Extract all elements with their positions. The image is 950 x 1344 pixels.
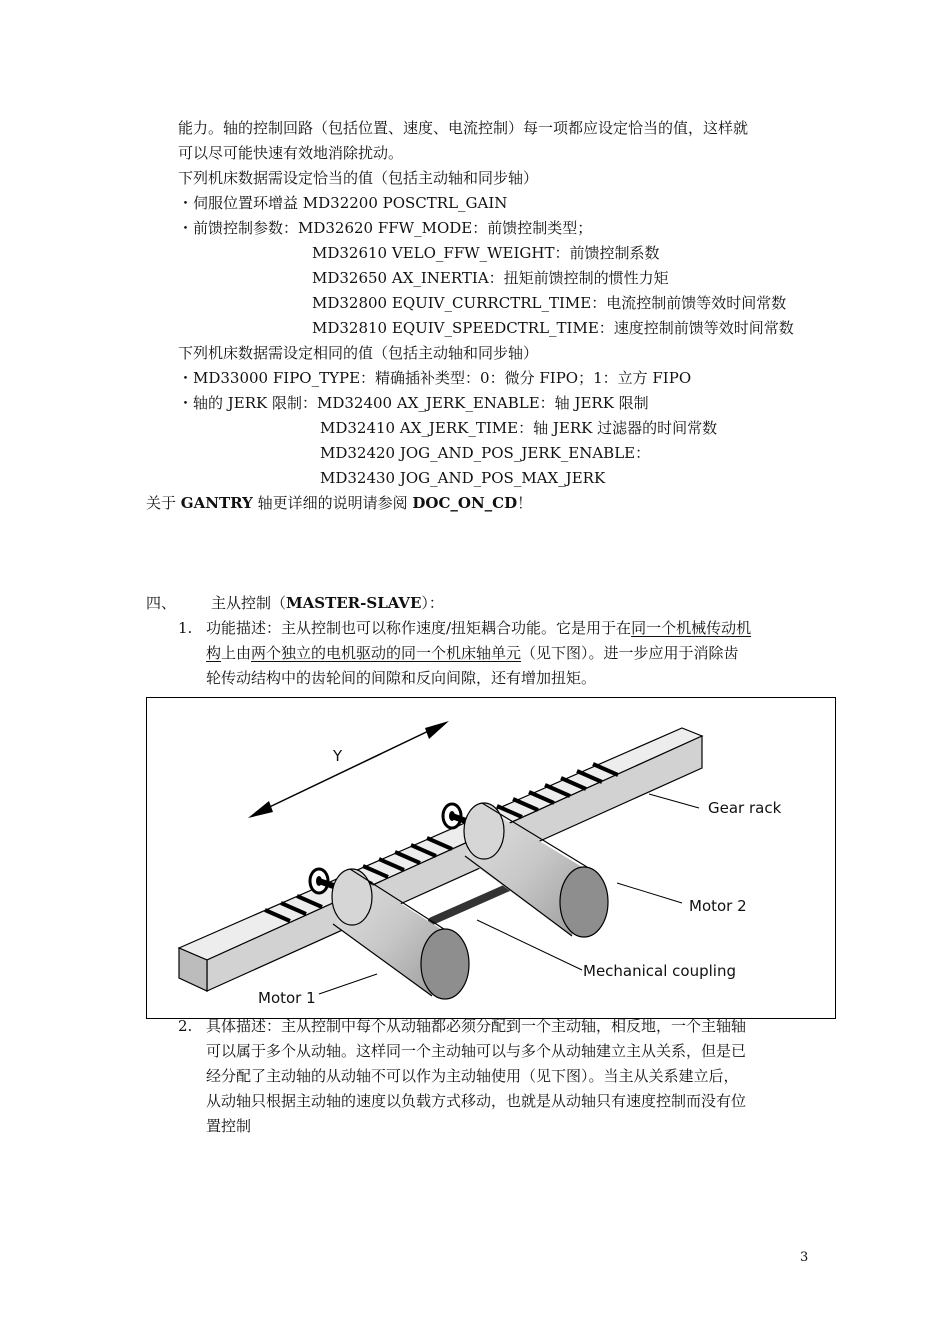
section-title xyxy=(211,593,444,613)
text-line: ・前馈控制参数：MD32620 FFW_MODE：前馈控制类型； xyxy=(178,219,593,237)
label-gear-rack: Gear rack xyxy=(708,799,782,817)
item2-line2: 可以属于多个从动轴。这样同一个主动轴可以与多个从动轴建立主从关系，但是已 xyxy=(206,1042,747,1060)
text-line: MD32810 EQUIV_SPEEDCTRL_TIME：速度控制前馈等效时间常数 xyxy=(312,319,794,337)
doc-on-cd-reference: DOC_ON_CD xyxy=(412,494,518,512)
item1-line1 xyxy=(206,618,751,638)
list-number: 2. xyxy=(178,1017,193,1035)
item1-text: 功能描述：主从控制也可以称作速度/扭矩耦合功能。它是用于在 xyxy=(206,619,632,637)
axis-label-y: Y xyxy=(333,747,343,765)
gantry-keyword: GANTRY xyxy=(180,494,253,512)
text-line: ・轴的 JERK 限制：MD32400 AX_JERK_ENABLE：轴 JERK 限制 xyxy=(178,394,649,412)
label-motor-1: Motor 1 xyxy=(258,989,316,1007)
label-motor-2: Motor 2 xyxy=(689,897,747,915)
text-line: MD32430 JOG_AND_POS_MAX_JERK xyxy=(320,469,606,487)
item1-text: 上由 xyxy=(221,644,252,662)
master-slave-figure xyxy=(146,697,836,1019)
item2-line1: 具体描述：主从控制中每个从动轴都必须分配到一个主动轴，相反地，一个主轴轴 xyxy=(206,1017,747,1035)
gantry-note-middle: 轴更详细的说明请参阅 xyxy=(252,494,413,512)
item2-line3: 经分配了主动轴的从动轴不可以作为主动轴使用（见下图）。当主从关系建立后， xyxy=(206,1067,739,1085)
text-line: MD32610 VELO_FFW_WEIGHT：前馈控制系数 xyxy=(312,244,660,262)
item1-text: （见下图）。进一步应用于消除齿 xyxy=(521,644,739,662)
item1-line3: 轮传动结构中的齿轮间的间隙和反向间隙，还有增加扭矩。 xyxy=(206,669,597,687)
label-mechanical-coupling: Mechanical coupling xyxy=(583,962,736,980)
text-line: ・伺服位置环增益 MD32200 POSCTRL_GAIN xyxy=(178,194,508,212)
item1-underlined: 构 xyxy=(206,644,222,662)
text-line: MD32650 AX_INERTIA：扭矩前馈控制的惯性力矩 xyxy=(312,269,669,287)
text-line: ・MD33000 FIPO_TYPE：精确插补类型：0：微分 FIPO；1：立方 FIPO xyxy=(178,369,692,387)
item2-line4: 从动轴只根据主动轴的速度以负载方式移动，也就是从动轴只有速度控制而没有位 xyxy=(206,1092,747,1110)
section-title-suffix: ）： xyxy=(421,594,444,612)
gantry-note-suffix: ！ xyxy=(517,494,533,512)
item1-underlined: 同一个机械传动机 xyxy=(631,619,752,637)
text-line: 能力。轴的控制回路（包括位置、速度、电流控制）每一项都应设定恰当的值，这样就 xyxy=(178,119,749,137)
text-line: MD32410 AX_JERK_TIME：轴 JERK 过滤器的时间常数 xyxy=(320,419,718,437)
item1-underlined: 两个独立的电机驱动的同一个机床轴单元 xyxy=(251,644,522,662)
text-line: 可以尽可能快速有效地消除扰动。 xyxy=(178,144,404,162)
text-line: MD32420 JOG_AND_POS_JERK_ENABLE： xyxy=(320,444,651,462)
gantry-note-prefix: 关于 xyxy=(146,494,181,512)
text-line: MD32800 EQUIV_CURRCTRL_TIME：电流控制前馈等效时间常数 xyxy=(312,294,787,312)
text-line: 下列机床数据需设定相同的值（包括主动轴和同步轴） xyxy=(178,344,539,362)
gantry-diagram xyxy=(147,698,835,1018)
y-direction-arrow-icon xyxy=(248,721,449,818)
list-number: 1. xyxy=(178,619,193,637)
gantry-note xyxy=(146,493,532,513)
text-line: 下列机床数据需设定恰当的值（包括主动轴和同步轴） xyxy=(178,169,539,187)
item1-line2 xyxy=(206,643,739,663)
item2-line5: 置控制 xyxy=(206,1117,252,1135)
section-title-prefix: 主从控制（ xyxy=(211,594,287,612)
section-number: 四、 xyxy=(146,594,177,612)
page-number: 3 xyxy=(800,1250,809,1265)
section-title-bold: MASTER-SLAVE xyxy=(286,594,422,612)
